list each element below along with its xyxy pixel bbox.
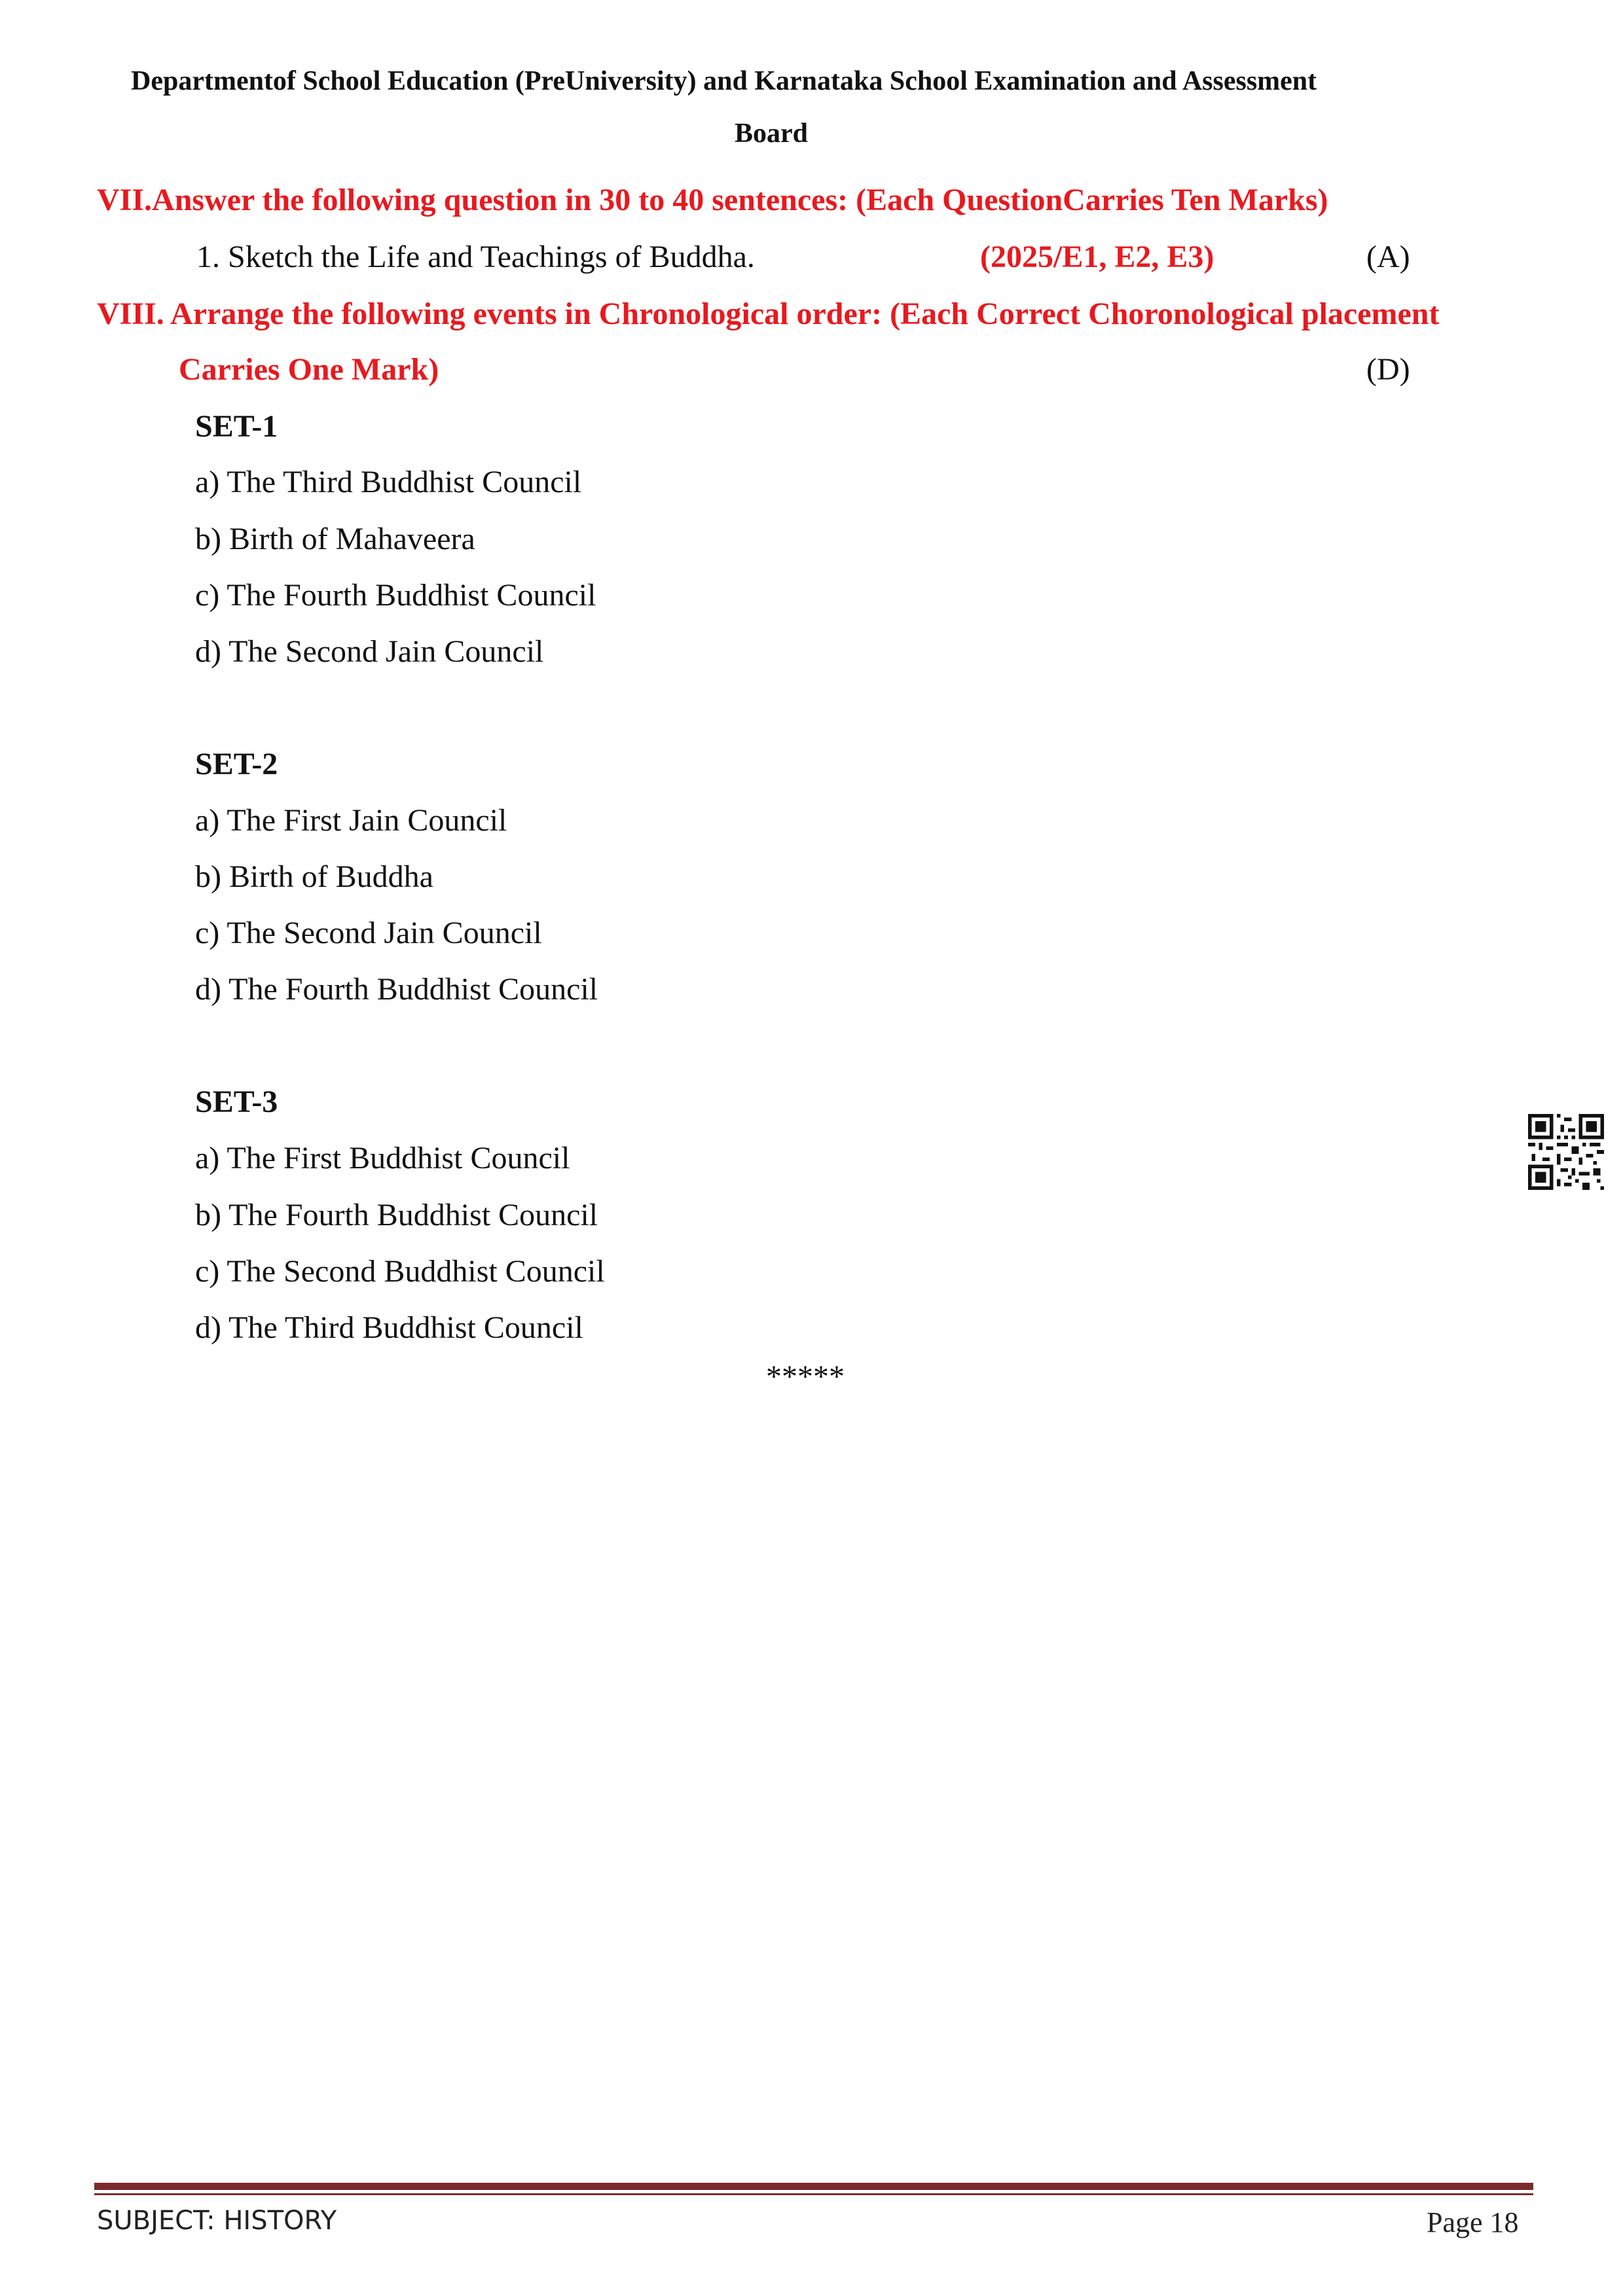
set-2-item-d: d) The Fourth Buddhist Council [195, 972, 598, 1007]
set-1-item-a: a) The Third Buddhist Council [195, 465, 582, 499]
footer-subject: SUBJECT: HISTORY [97, 2206, 337, 2236]
section-7-heading: VII.Answer the following question in 30 to 40 sentences: (Each QuestionCarries Ten Marks) [97, 183, 1328, 217]
footer-rule-thin [94, 2193, 1533, 2195]
set-1-title: SET-1 [195, 409, 278, 444]
set-3-item-a: a) The First Buddhist Council [195, 1141, 570, 1175]
set-3-item-d: d) The Third Buddhist Council [195, 1310, 583, 1345]
set-1-item-c: c) The Fourth Buddhist Council [195, 578, 596, 613]
footer-page-number: Page 18 [1427, 2206, 1519, 2238]
section-7-paper-ref: (2025/E1, E2, E3) [980, 240, 1214, 274]
header-line-2: Board [735, 118, 809, 149]
set-2-title: SET-2 [195, 747, 278, 781]
section-7-question: 1. Sketch the Life and Teachings of Buddha. [196, 240, 755, 274]
set-1-item-d: d) The Second Jain Council [195, 634, 544, 669]
section-8-heading-line-2: Carries One Mark) [179, 352, 439, 387]
set-3-item-b: b) The Fourth Buddhist Council [195, 1198, 598, 1232]
set-3-item-c: c) The Second Buddhist Council [195, 1254, 605, 1289]
section-8-heading-line-1: VIII. Arrange the following events in Chronological order: (Each Correct Choronological placement [97, 296, 1440, 331]
section-8-level: (D) [1366, 352, 1410, 387]
section-7-level: (A) [1366, 240, 1410, 274]
set-2-item-b: b) Birth of Buddha [195, 859, 433, 894]
set-2-item-a: a) The First Jain Council [195, 803, 507, 838]
end-mark: ***** [766, 1359, 845, 1394]
qr-code-icon[interactable] [1528, 1114, 1604, 1190]
set-2-item-c: c) The Second Jain Council [195, 916, 542, 950]
set-1-item-b: b) Birth of Mahaveera [195, 522, 475, 556]
footer-rule-thick [94, 2183, 1533, 2190]
set-3-title: SET-3 [195, 1085, 278, 1119]
header-line-1: Departmentof School Education (PreUniversity) and Karnataka School Examination and Assessment [131, 66, 1317, 96]
